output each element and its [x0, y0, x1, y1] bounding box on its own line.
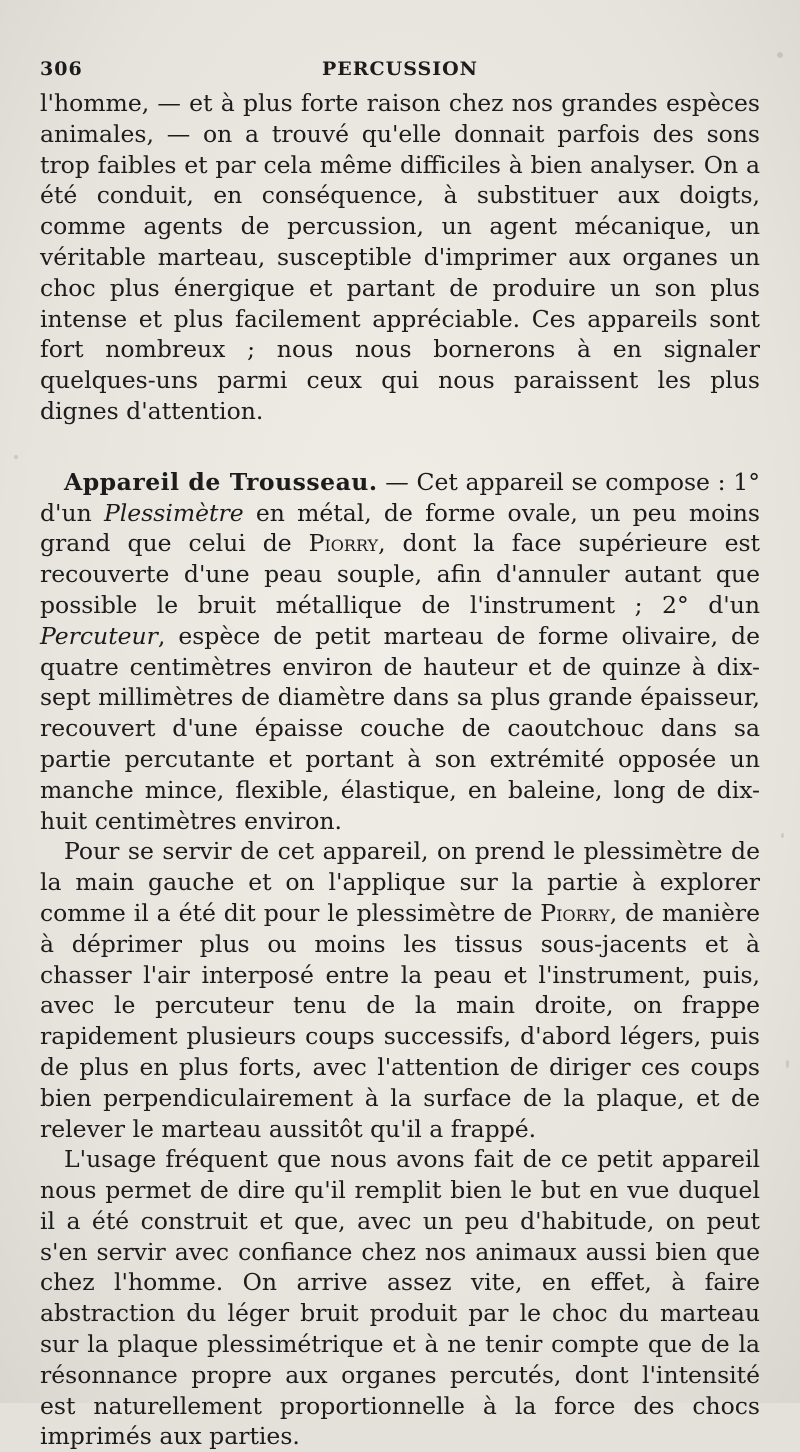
- paper-speck: [14, 455, 18, 459]
- paragraph-2-text-d: , espèce de petit marteau de forme olivaire, de quatre centimètres environ de hauteur et de quinze à dix-sept millimètres de diamètre dans sa plus grande épaisseur, recouvert d'une épaisse couche de caoutchouc dans sa partie percutante et portant à son extrémité opposée un manche mince, flexible, élastique, en baleine, long de dix-huit centimètres environ.: [40, 621, 760, 835]
- paragraph-3-text-a: Pour se servir de cet appareil, on prend le plessimètre de la main gauche et on l'applique sur la partie à explorer comme il a été dit pour le plessimètre de: [40, 837, 760, 927]
- paragraph-2-text-b: en métal, de forme ovale, un peu moins grand que celui de: [40, 498, 760, 558]
- paragraph-3-text-b: , de manière à déprimer plus ou moins les tissus sous-jacents et à chasser l'air interposé entre la peau et l'instrument, puis, avec le percuteur tenu de la main droite, on frappe rapidement plusieurs coups successifs, d'abord légers, puis de plus en plus forts, avec l'attention de diriger ces coups bien perpendiculairement à la surface de la plaque, et de relever le marteau aussitôt qu'il a frappé.: [40, 898, 760, 1143]
- paragraph-2: [40, 467, 760, 837]
- paragraph-2-text-a: — Cet appareil se compose : 1° d'un: [40, 467, 760, 527]
- paper-speck: [781, 833, 784, 838]
- paragraph-4: L'usage fréquent que nous avons fait de ce petit appareil nous permet de dire qu'il remplit bien le but en vue duquel il a été construit et que, avec un peu d'habitude, on peut s'en servir avec confiance chez nos animaux aussi bien que chez l'homme. On arrive assez vite, en effet, à faire abstraction du léger bruit produit par le choc du marteau sur la plaque plessimétrique et à ne tenir compte que de la résonnance propre aux organes percutés, dont l'intensité est naturellement proportionnelle à la force des chocs imprimés aux parties.: [40, 1145, 760, 1451]
- section-title: Appareil de Trousseau.: [64, 467, 378, 496]
- paragraph-3: [40, 836, 760, 1144]
- paper-speck: [786, 1060, 789, 1068]
- running-title: PERCUSSION: [321, 58, 479, 80]
- percuteur-term: Percuteur: [40, 621, 158, 650]
- author-name: Piorry: [308, 529, 379, 558]
- author-name: Piorry: [540, 898, 610, 927]
- plessimetre-term: Plessimètre: [103, 498, 244, 527]
- page-header: [40, 46, 760, 88]
- paragraph-1: l'homme, — et à plus forte raison chez nos grandes espèces animales, — on a trouvé qu'elle donnait parfois des sons trop faibles et par cela même difficiles à bien analyser. On a été conduit, en conséquence, à substituer aux doigts, comme agents de percussion, un agent mécanique, un véritable marteau, susceptible d'imprimer aux organes un choc plus énergique et partant de produire un son plus intense et plus facilement appréciable. Ces appareils sont fort nombreux ; nous nous bornerons à en signaler quelques-uns parmi ceux qui nous paraissent les plus dignes d'attention.: [40, 89, 760, 425]
- paper-speck: [777, 52, 783, 58]
- page-number: 306: [40, 58, 83, 80]
- paragraph-2-text-c: , dont la face supérieure est recouverte d'une peau souple, afin d'annuler autant que possible le bruit métallique de l'instrument ; 2° d'un: [40, 529, 760, 619]
